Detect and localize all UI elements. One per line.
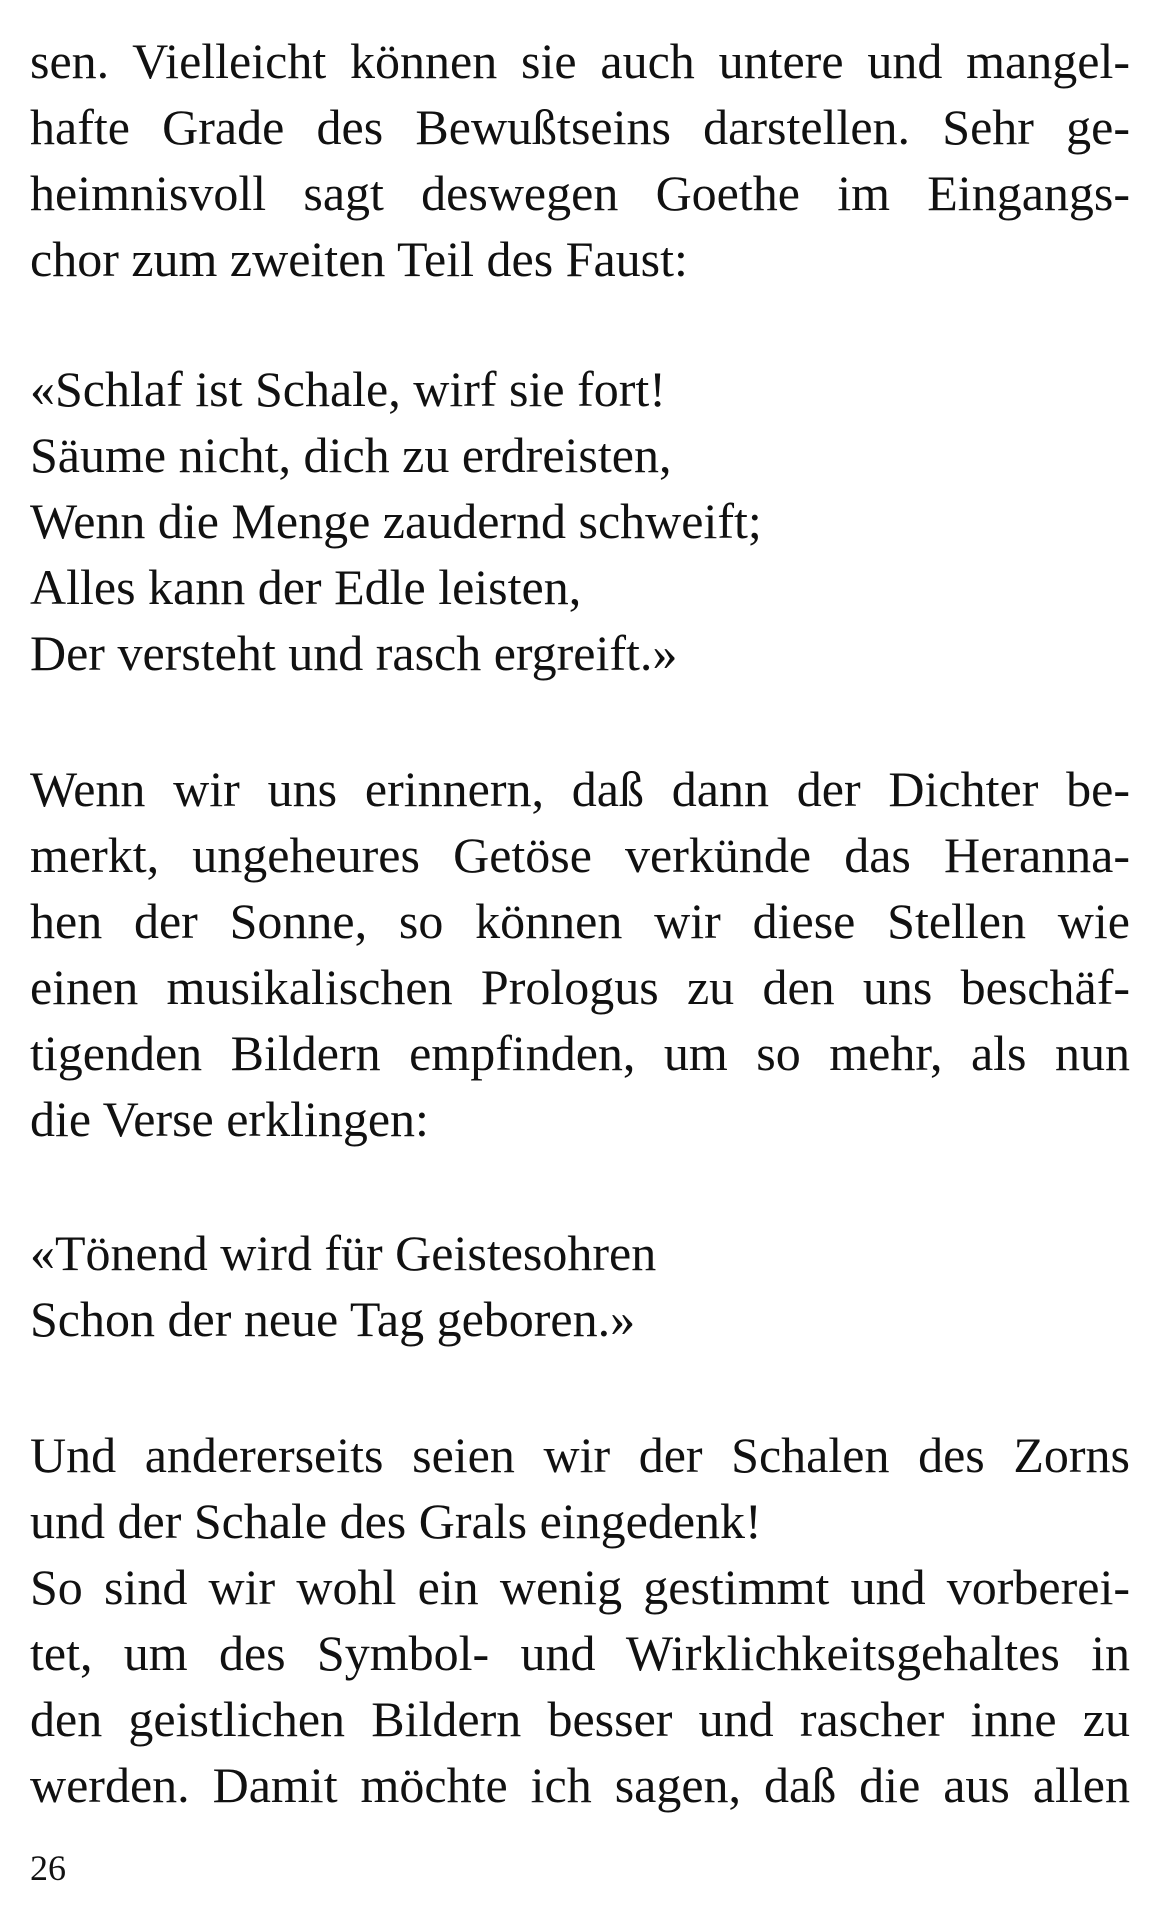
paragraph-2 [30, 756, 1130, 1152]
verse-line: Der versteht und rasch ergreift.» [30, 625, 678, 681]
quote-1 [30, 356, 1130, 686]
text-line: merkt, ungeheures Getöse verkünde das Heranna- [30, 827, 1130, 883]
text-line: So sind wir wohl ein wenig gestimmt und vorberei- [30, 1559, 1130, 1615]
text-line: einen musikalischen Prologus zu den uns beschäf- [30, 959, 1130, 1015]
verse-line: Säume nicht, dich zu erdreisten, [30, 427, 672, 483]
text-line: Wenn wir uns erinnern, daß dann der Dichter be- [30, 761, 1130, 817]
text-line: und der Schale des Grals eingedenk! [30, 1493, 762, 1549]
verse-line: Wenn die Menge zaudernd schweift; [30, 493, 762, 549]
page-number: 26 [30, 1848, 66, 1888]
text-line: werden. Damit möchte ich sagen, daß die aus allen [30, 1757, 1130, 1813]
quote-2 [30, 1220, 1130, 1352]
verse-line: «Schlaf ist Schale, wirf sie fort! [30, 361, 666, 417]
text-line: tet, um des Symbol- und Wirklichkeitsgehaltes in [30, 1625, 1130, 1681]
verse-line: Schon der neue Tag geboren.» [30, 1291, 636, 1347]
text-line: tigenden Bildern empfinden, um so mehr, als nun [30, 1025, 1130, 1081]
text-line: die Verse erklingen: [30, 1091, 429, 1147]
paragraph-4 [30, 1554, 1130, 1818]
text-line: sen. Vielleicht können sie auch untere und mangel- [30, 33, 1130, 89]
paragraph-3 [30, 1422, 1130, 1554]
verse-line: Alles kann der Edle leisten, [30, 559, 582, 615]
text-line: chor zum zweiten Teil des Faust: [30, 231, 688, 287]
verse-line: «Tönend wird für Geistesohren [30, 1225, 657, 1281]
text-line: hen der Sonne, so können wir diese Stellen wie [30, 893, 1130, 949]
text-line: den geistlichen Bildern besser und rascher inne zu [30, 1691, 1130, 1747]
text-line: Und andererseits seien wir der Schalen des Zorns [30, 1427, 1130, 1483]
paragraph-1 [30, 28, 1130, 292]
text-line: heimnisvoll sagt deswegen Goethe im Eingangs- [30, 165, 1130, 221]
text-line: hafte Grade des Bewußtseins darstellen. Sehr ge- [30, 99, 1130, 155]
